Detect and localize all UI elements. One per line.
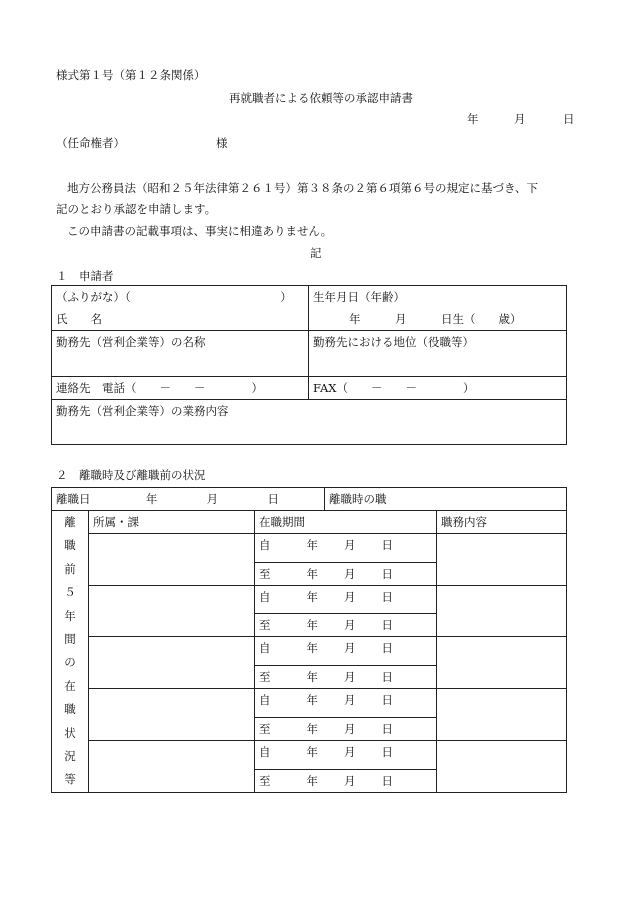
period-to-cell: [255, 769, 437, 792]
period-month: 月: [344, 589, 356, 604]
retire-position-label: 離職時の職: [329, 492, 387, 506]
business-content-cell: [52, 400, 567, 445]
department-cell: [89, 585, 255, 637]
honorific: 様: [216, 136, 228, 150]
employer-position-label: 勤務先における地位（役職等）: [313, 335, 474, 349]
period-header: [255, 511, 437, 534]
date-month: 月: [514, 112, 526, 126]
period-to: 至: [259, 618, 271, 633]
retire-date-cell: [52, 488, 325, 511]
period-from: 自: [259, 641, 271, 656]
section-1-heading: １ 申請者: [56, 269, 114, 283]
retirement-summary-table: [51, 487, 567, 511]
name-label: 氏 名: [56, 312, 102, 326]
period-year: 年: [306, 670, 318, 685]
duties-cell: [437, 585, 567, 637]
period-to-cell: [255, 666, 437, 689]
period-month: 月: [344, 670, 356, 685]
duties-cell: [437, 740, 567, 792]
period-from-cell: [255, 585, 437, 614]
duties-header-label: 職務内容: [441, 515, 487, 529]
duties-cell: [437, 637, 567, 689]
period-day: 日: [381, 566, 393, 581]
period-month: 月: [344, 721, 356, 736]
period-from-cell: [255, 740, 437, 769]
vertical-char: 在: [64, 678, 76, 693]
vertical-char: 離: [64, 515, 76, 529]
contact-phone-cell: [52, 377, 309, 400]
period-year: 年: [306, 721, 318, 736]
section-2-heading: ２ 離職時及び離職前の状況: [56, 468, 206, 482]
period-year: 年: [306, 744, 318, 759]
period-day: 日: [381, 744, 393, 759]
employer-name-cell: [52, 331, 309, 377]
document-title: 再就職者による依頼等の承認申請書: [229, 91, 413, 105]
period-month: 月: [344, 773, 356, 788]
period-day: 日: [381, 641, 393, 656]
duties-cell: [437, 689, 567, 741]
paragraph-1-line-1: 地方公務員法（昭和２５年法律第２６１号）第３８条の２第６項第６号の規定に基づき、下: [67, 181, 539, 195]
period-from-cell: [255, 689, 437, 718]
department-cell: [89, 534, 255, 586]
period-year: 年: [306, 538, 318, 552]
period-to-cell: [255, 562, 437, 585]
period-month: 月: [344, 641, 356, 656]
fax-label: FAX（ － － ）: [313, 381, 475, 395]
period-month: 月: [344, 566, 356, 581]
birthdate-cell: [309, 286, 567, 331]
period-year: 年: [306, 589, 318, 604]
department-header: [89, 511, 255, 534]
period-day: 日: [381, 670, 393, 685]
contact-phone-label: 連絡先 電話（ － － ）: [56, 381, 263, 395]
retire-year: 年: [145, 492, 158, 506]
employment-history-table: [51, 510, 567, 793]
vertical-char: 職: [64, 702, 76, 717]
vertical-char: 前: [64, 561, 76, 576]
period-day: 日: [381, 693, 393, 708]
period-to: 至: [259, 773, 271, 788]
fax-cell: [309, 377, 567, 400]
business-content-label: 勤務先（営利企業等）の業務内容: [56, 404, 229, 418]
period-month: 月: [344, 538, 356, 552]
period-day: 日: [381, 589, 393, 604]
period-header-label: 在職期間: [259, 515, 305, 529]
period-month: 月: [344, 744, 356, 759]
retire-position-cell: [325, 488, 567, 511]
vertical-char: 年: [64, 608, 76, 623]
period-to: 至: [259, 670, 271, 685]
period-to: 至: [259, 721, 271, 736]
vertical-char: の: [64, 655, 76, 670]
department-header-label: 所属・課: [93, 515, 139, 529]
applicant-table: [51, 285, 567, 445]
vertical-char: 状: [64, 725, 76, 740]
addressee: （任命権者）: [56, 136, 125, 150]
date-year: 年: [467, 112, 479, 126]
period-from: 自: [259, 538, 271, 552]
period-day: 日: [381, 773, 393, 788]
paragraph-1-line-2: 記のとおり承認を申請します。: [56, 202, 217, 216]
period-year: 年: [306, 693, 318, 708]
birthdate-values: 年 月 日生（ 歳）: [349, 312, 522, 326]
duties-header: [437, 511, 567, 534]
duties-cell: [437, 534, 567, 586]
vertical-char: ５: [64, 585, 76, 600]
period-to: 至: [259, 566, 271, 581]
period-year: 年: [306, 773, 318, 788]
period-day: 日: [381, 538, 393, 552]
period-day: 日: [381, 721, 393, 736]
vertical-char: 況: [64, 748, 76, 763]
ki-marker: 記: [310, 246, 322, 260]
vertical-char: 間: [64, 631, 76, 646]
period-from-cell: [255, 534, 437, 563]
period-month: 月: [344, 618, 356, 633]
department-cell: [89, 740, 255, 792]
date-day: 日: [563, 112, 575, 126]
period-from: 自: [259, 693, 271, 708]
vertical-label-cell: [52, 511, 89, 793]
paragraph-2: この申請書の記載事項は、事実に相違ありません。: [67, 224, 333, 238]
vertical-char: 等: [64, 772, 76, 787]
period-from: 自: [259, 744, 271, 759]
vertical-char: 職: [64, 538, 76, 553]
furigana-label: （ふりがな）（ ）: [56, 290, 292, 304]
retire-date-label: 離職日: [56, 492, 91, 506]
birthdate-label: 生年月日（年齢）: [313, 290, 405, 304]
department-cell: [89, 689, 255, 741]
period-year: 年: [306, 566, 318, 581]
retire-day: 日: [267, 492, 279, 506]
period-from-cell: [255, 637, 437, 666]
period-to-cell: [255, 614, 437, 637]
form-number: 様式第１号（第１２条関係）: [56, 68, 206, 82]
employer-position-cell: [309, 331, 567, 377]
period-from: 自: [259, 589, 271, 604]
period-year: 年: [306, 641, 318, 656]
period-month: 月: [344, 693, 356, 708]
period-to-cell: [255, 717, 437, 740]
period-day: 日: [381, 618, 393, 633]
retire-month: 月: [206, 492, 219, 506]
name-cell: [52, 286, 309, 331]
period-year: 年: [306, 618, 318, 633]
employer-name-label: 勤務先（営利企業等）の名称: [56, 335, 206, 349]
department-cell: [89, 637, 255, 689]
